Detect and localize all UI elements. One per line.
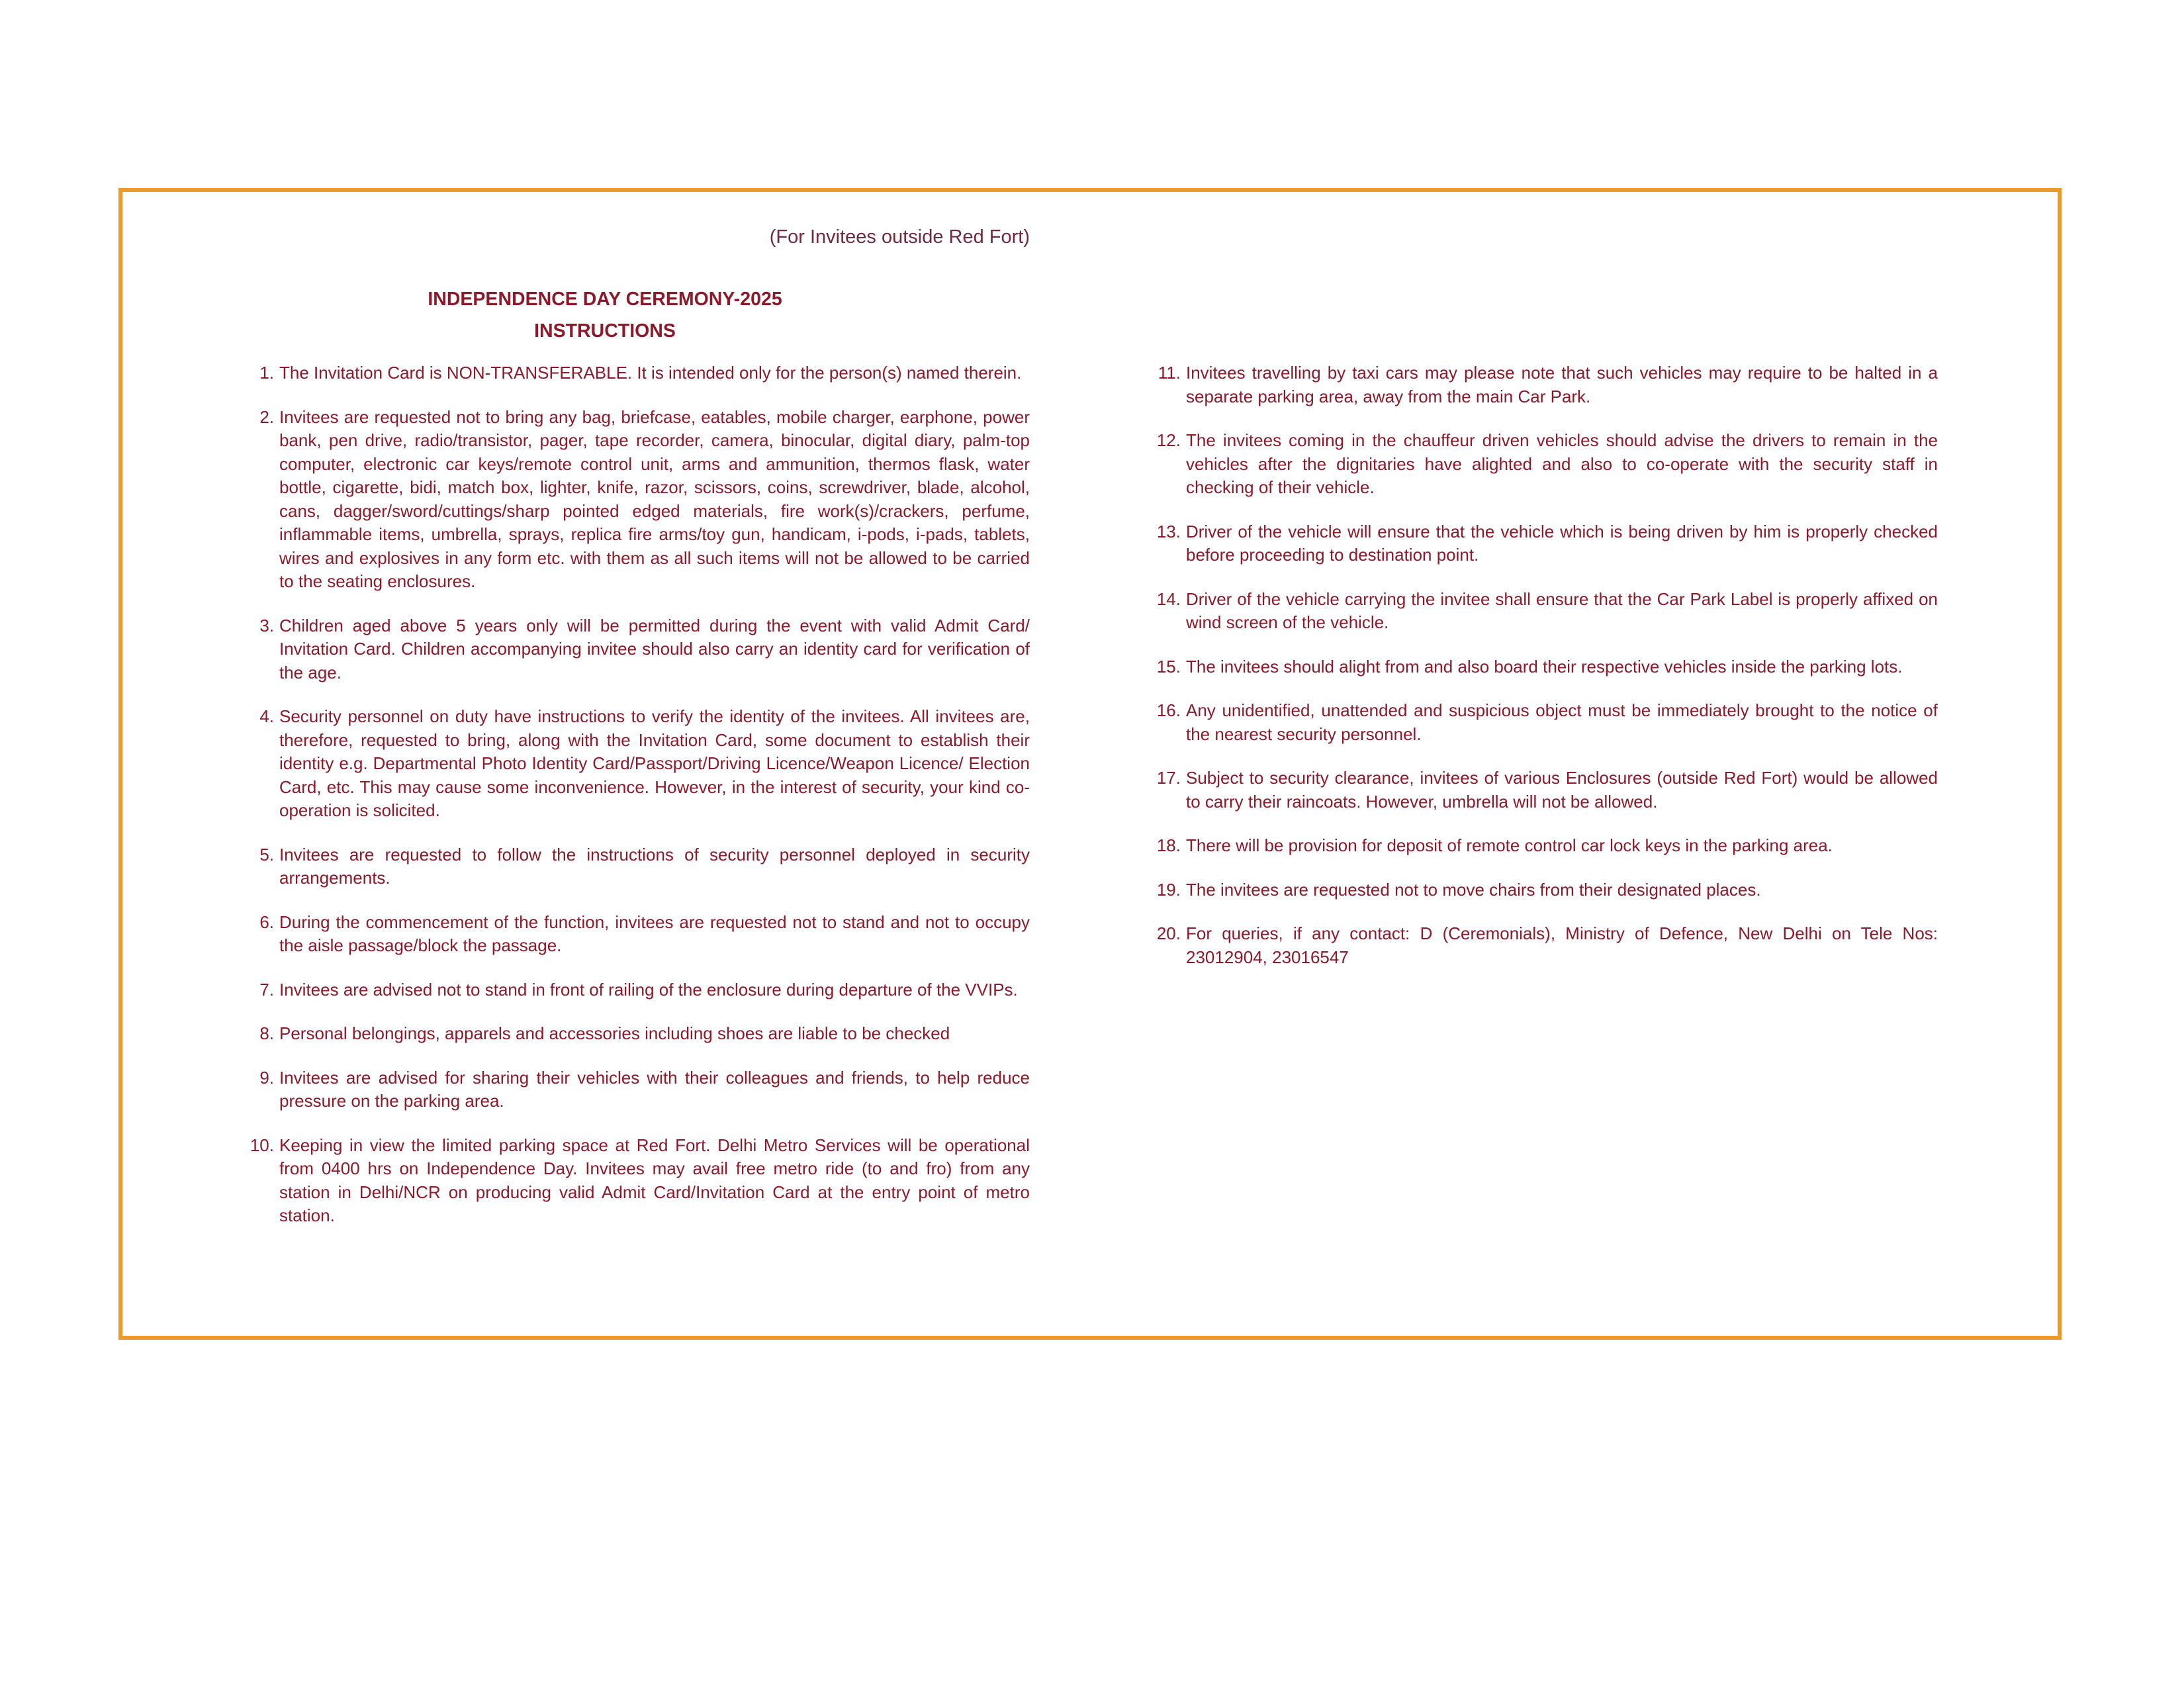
instruction-text: Driver of the vehicle carrying the invitee shall ensure that the Car Park Label is properly affixed on wind screen of the vehicle. xyxy=(1186,588,1938,632)
instruction-text: There will be provision for deposit of remote control car lock keys in the parking area. xyxy=(1186,835,1833,855)
instruction-text: The invitees should alight from and also board their respective vehicles inside the parking lots. xyxy=(1186,656,1903,677)
instruction-text: The Invitation Card is NON-TRANSFERABLE. It is intended only for the person(s) named therein. xyxy=(279,363,1022,383)
instruction-text: Any unidentified, unattended and suspicious object must be immediately brought to the notice of the nearest security personnel. xyxy=(1186,700,1938,744)
instruction-text: Invitees are advised not to stand in front of railing of the enclosure during departure of the VVIPs. xyxy=(279,979,1018,1000)
instruction-text: Security personnel on duty have instructions to verify the identity of the invitees. All invitees are, therefore, requested to bring, along with the Invitation Card, some document to establish their identity e.g. Departmental Photo Identity Card/Passport/Driving Licence/Weapon Licence/ Election Card, etc. This may cause some inconvenience. However, in the interest of security, your kind co-operation is solicited. xyxy=(279,706,1030,820)
instruction-text: The invitees are requested not to move chairs from their designated places. xyxy=(1186,879,1761,900)
instruction-item xyxy=(1150,922,1938,969)
instruction-number: 2. xyxy=(259,406,274,427)
instruction-number: 17. xyxy=(1156,768,1181,788)
instruction-text: Subject to security clearance, invitees of various Enclosures (outside Red Fort) would be allowed to carry their raincoats. However, umbrella will not be allowed. xyxy=(1186,768,1938,812)
instruction-number: 20. xyxy=(1156,923,1181,943)
instruction-number: 7. xyxy=(259,979,274,1000)
instruction-item xyxy=(244,1022,1030,1046)
instruction-text: For queries, if any contact: D (Ceremonials), Ministry of Defence, New Delhi on Tele Nos: 23012904, 23016547 xyxy=(1186,923,1938,967)
instruction-number: 19. xyxy=(1156,879,1181,900)
instruction-text: Invitees travelling by taxi cars may please note that such vehicles may require to be halted in a separate parking area, away from the main Car Park. xyxy=(1186,363,1938,406)
instruction-number: 8. xyxy=(259,1023,274,1043)
instruction-number: 13. xyxy=(1156,521,1181,541)
instruction-number: 15. xyxy=(1156,656,1181,677)
title-line-instructions: INSTRUCTIONS xyxy=(534,320,676,342)
instruction-text: Driver of the vehicle will ensure that the vehicle which is being driven by him is properly checked before proceeding to destination point. xyxy=(1186,521,1938,565)
instruction-text: Invitees are requested not to bring any bag, briefcase, eatables, mobile charger, earphone, power bank, pen drive, radio/transistor, pager, tape recorder, camera, binocular, digital diary, palm-top computer, electronic car keys/remote control unit, arms and ammunition, thermos flask, water bottle, cigarette, bidi, match box, lighter, knife, razor, scissors, coins, screwdriver, blade, alcohol, cans, dagger/sword/cuttings/sharp pointed edged materials, fire work(s)/crackers, perfume, inflammable items, umbrella, sprays, replica fire arms/toy gun, handicam, i-pods, i-pads, tablets, wires and explosives in any form etc. with them as all such items will not be allowed to be carried to the seating enclosures. xyxy=(279,406,1030,591)
instruction-text: The invitees coming in the chauffeur driven vehicles should advise the drivers to remain in the vehicles after the dignitaries have alighted and also to co-operate with the security staff in checking of their vehicle. xyxy=(1186,430,1938,497)
instruction-item xyxy=(1150,878,1938,902)
instruction-number: 16. xyxy=(1156,700,1181,720)
instruction-text: Keeping in view the limited parking space at Red Fort. Delhi Metro Services will be operational from 0400 hrs on Independence Day. Invitees may avail free metro ride (to and fro) from any station in Delhi/NCR on producing valid Admit Card/Invitation Card at the entry point of metro station. xyxy=(279,1135,1030,1225)
instruction-item xyxy=(244,705,1030,823)
instruction-item xyxy=(244,361,1030,385)
instruction-item xyxy=(244,614,1030,685)
instruction-number: 3. xyxy=(259,615,274,635)
instruction-item xyxy=(1150,699,1938,746)
invitee-category-note: (For Invitees outside Red Fort) xyxy=(769,226,1030,248)
instruction-item xyxy=(1150,655,1938,679)
instruction-text: Invitees are requested to follow the instructions of security personnel deployed in security arrangements. xyxy=(279,844,1030,888)
instruction-item xyxy=(1150,429,1938,500)
instruction-item xyxy=(1150,588,1938,635)
instruction-text: Invitees are advised for sharing their vehicles with their colleagues and friends, to help reduce pressure on the parking area. xyxy=(279,1067,1030,1111)
instruction-number: 18. xyxy=(1156,835,1181,855)
instruction-item xyxy=(244,843,1030,890)
instruction-number: 9. xyxy=(259,1067,274,1088)
instruction-number: 6. xyxy=(259,912,274,932)
instruction-item xyxy=(244,1134,1030,1228)
instruction-number: 4. xyxy=(259,706,274,726)
instruction-number: 5. xyxy=(259,844,274,865)
instruction-number: 1. xyxy=(259,363,274,383)
document-title xyxy=(371,283,839,347)
title-line-event: INDEPENDENCE DAY CEREMONY-2025 xyxy=(428,289,782,310)
instruction-number: 11. xyxy=(1158,363,1181,383)
instruction-number: 12. xyxy=(1156,430,1181,450)
instruction-text: Personal belongings, apparels and accessories including shoes are liable to be checked xyxy=(279,1023,950,1043)
instruction-item xyxy=(1150,520,1938,567)
instruction-text: During the commencement of the function, invitees are requested not to stand and not to occupy the aisle passage/block the passage. xyxy=(279,912,1030,955)
instruction-number: 14. xyxy=(1156,588,1181,609)
instructions-list-right xyxy=(1150,361,1938,990)
instruction-item xyxy=(244,978,1030,1002)
instruction-item xyxy=(244,911,1030,958)
instruction-item xyxy=(1150,767,1938,814)
instruction-item xyxy=(1150,834,1938,858)
instruction-item xyxy=(244,1066,1030,1113)
instruction-item xyxy=(244,406,1030,594)
instruction-number: 10. xyxy=(250,1135,274,1155)
instructions-list-left xyxy=(244,361,1030,1248)
instruction-text: Children aged above 5 years only will be permitted during the event with valid Admit Card/ Invitation Card. Children accompanying invitee should also carry an identity card for verification of the age. xyxy=(279,615,1030,682)
instruction-item xyxy=(1150,361,1938,408)
